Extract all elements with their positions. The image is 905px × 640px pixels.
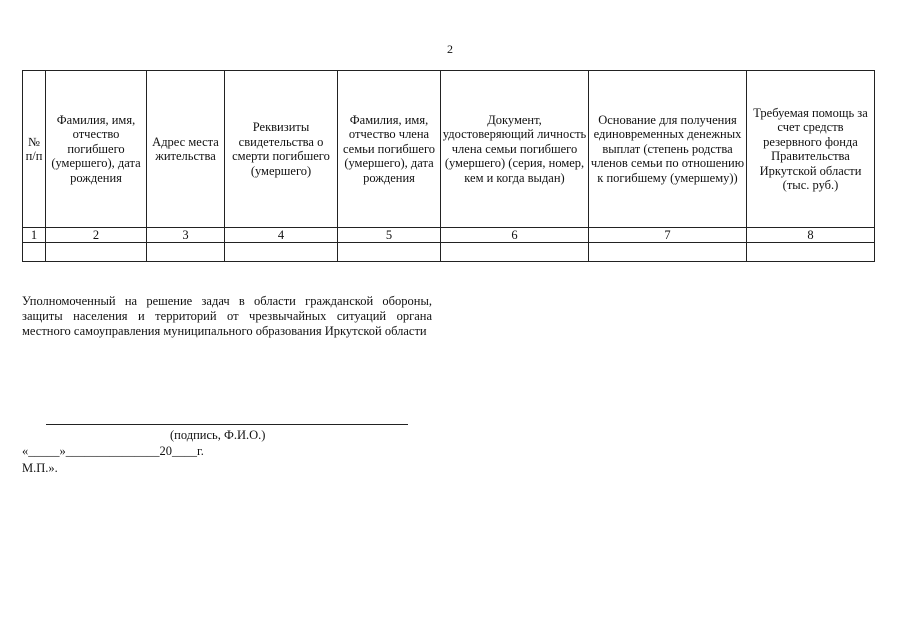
header-cell-deceased-name: Фамилия, имя, отчество погибшего (умершего), дата рождения [46,71,147,228]
table-row-empty [23,243,875,262]
stamp-label: М.П.». [22,461,58,475]
header-cell-address: Адрес места жительства [147,71,225,228]
column-number-cell: 8 [747,228,875,243]
column-number-cell: 3 [147,228,225,243]
table-cell-empty [589,243,747,262]
column-number-cell: 2 [46,228,147,243]
victims-table [22,70,875,262]
table-cell-empty [147,243,225,262]
column-number-cell: 4 [225,228,338,243]
column-number-cell: 6 [441,228,589,243]
header-cell-death-certificate: Реквизиты свидетельства о смерти погибшего (умершего) [225,71,338,228]
table-cell-empty [225,243,338,262]
table-cell-empty [338,243,441,262]
signature-line [46,424,408,425]
column-number-cell: 1 [23,228,46,243]
header-cell-identity-document: Документ, удостоверяющий личность члена семьи погибшего (умершего) (серия, номер, кем и когда выдан) [441,71,589,228]
column-number-row [23,228,875,243]
column-number-cell: 5 [338,228,441,243]
page-number: 2 [447,42,453,56]
header-cell-family-member-name: Фамилия, имя, отчество члена семьи погибшего (умершего), дата рождения [338,71,441,228]
header-cell-number: № п/п [23,71,46,228]
table-header-row [23,71,875,228]
column-number-cell: 7 [589,228,747,243]
header-cell-required-aid: Требуемая помощь за счет средств резервного фонда Правительства Иркутской области (тыс. руб.) [747,71,875,228]
table-cell-empty [747,243,875,262]
table-cell-empty [46,243,147,262]
header-cell-payment-basis: Основание для получения единовременных денежных выплат (степень родства членов семьи по отношению к погибшему (умершему)) [589,71,747,228]
date-line: «_____»_______________20____г. [22,444,204,458]
table-cell-empty [23,243,46,262]
signature-caption: (подпись, Ф.И.О.) [170,428,266,442]
signatory-text: Уполномоченный на решение задач в области гражданской обороны, защиты населения и территорий от чрезвычайных ситуаций органа местного самоуправления муниципального образования Иркутской области [22,294,432,338]
table-cell-empty [441,243,589,262]
